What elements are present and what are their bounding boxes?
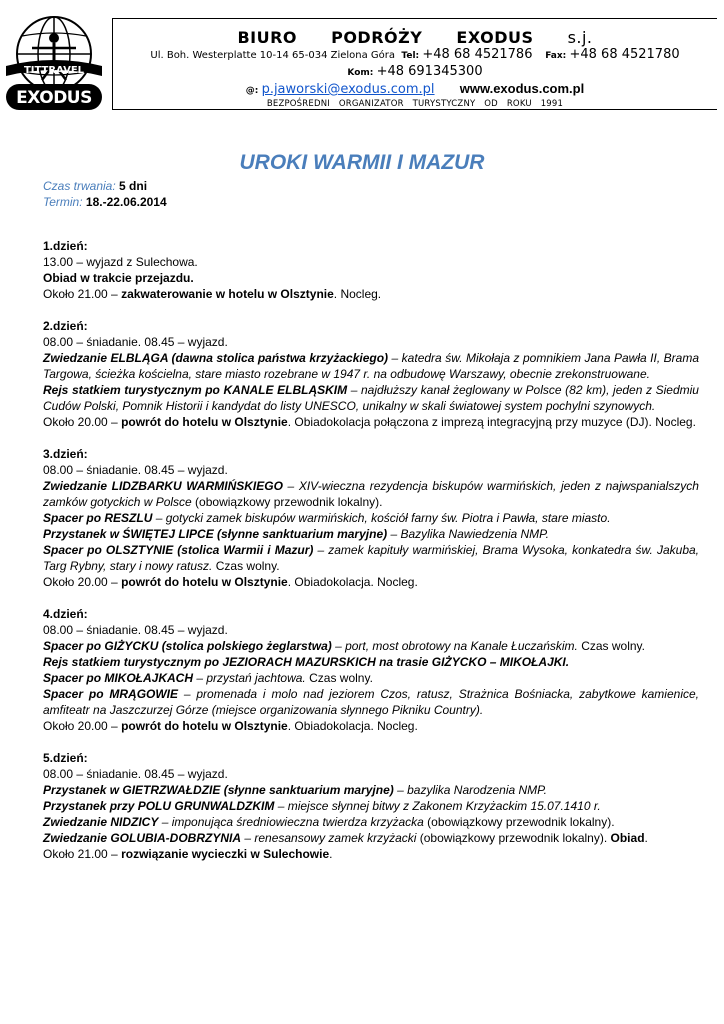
itinerary-line: Około 20.00 – powrót do hotelu w Olsztynie. Obiadokolacja połączona z imprezą integracyjną przy muzyce (DJ). Nocleg. [43, 415, 696, 429]
itinerary-line: Rejs statkiem turystycznym po KANALE ELBLĄSKIM – najdłuższy kanał żeglowany w Polsce (82 km), jeden z Siedmiu Cudów Polski, Pomnik Historii i kandydat do listy UNESCO, unikalny w skali światowej system pochylni szynowych. [43, 383, 699, 413]
website: www.exodus.com.pl [459, 81, 585, 96]
tagline: BEZPOŚREDNI ORGANIZATOR TURYSTYCZNY OD ROKU 1991 [266, 99, 564, 109]
exodus-logo [2, 14, 106, 118]
itinerary-line: Około 21.00 – zakwaterowanie w hotelu w Olsztynie. Nocleg. [43, 287, 382, 301]
day-5 [43, 750, 699, 862]
itinerary-line: Spacer po MRĄGOWIE – promenada i molo nad jeziorem Czos, ratusz, Strażnica Bośniacka, zabytkowe kamienice, amfiteatr na Jaszczurzej Górze (miejsce organizowania słynnego Pikniku Country). [43, 687, 699, 717]
duration-value: 5 dni [119, 179, 148, 193]
itinerary-line: Zwiedzanie ELBLĄGA (dawna stolica państwa krzyżackiego) – katedra św. Mikołaja z pomnikiem Jana Pawła II, Brama Targowa, ścieżka kościelna, stare miasto rozebrane w 1947 r. na odbudowę Warszawy, obecnie zrekonstruowane. [43, 351, 699, 381]
day-2 [43, 318, 699, 430]
itinerary-line: Zwiedzanie GOLUBIA-DOBRZYNIA – renesansowy zamek krzyżacki (obowiązkowy przewodnik lokalny). Obiad. [43, 831, 648, 845]
day-4 [43, 606, 699, 734]
email-label: @: [245, 86, 259, 96]
itinerary-line: 08.00 – śniadanie. 08.45 – wyjazd. [43, 335, 228, 349]
term-label: Termin: [43, 195, 83, 209]
itinerary-line: Spacer po OLSZTYNIE (stolica Warmii i Mazur) – zamek kapituły warmińskiej, Brama Wysoka, konkatedra św. Jakuba, Targ Rybny, stary i nowy ratusz. Czas wolny. [43, 543, 699, 573]
itinerary-line: Zwiedzanie NIDZICY – imponująca średniowieczna twierdza krzyżacka (obowiązkowy przewodnik lokalny). [43, 815, 615, 829]
itinerary-line: Obiad w trakcie przejazdu. [43, 271, 194, 285]
email-link[interactable]: p.jaworski@exodus.com.pl [261, 82, 435, 97]
itinerary-line: Około 20.00 – powrót do hotelu w Olsztynie. Obiadokolacja. Nocleg. [43, 575, 418, 589]
trip-meta [43, 178, 167, 210]
itinerary-line: Przystanek w GIETRZWAŁDZIE (słynne sanktuarium maryjne) – bazylika Narodzenia NMP. [43, 783, 547, 797]
day-heading: 5.dzień: [43, 751, 88, 765]
mobile-line [113, 64, 717, 81]
day-3 [43, 446, 699, 590]
fax-label: Fax: [545, 51, 567, 61]
duration-label: Czas trwania: [43, 179, 116, 193]
itinerary-line: Spacer po MIKOŁAJKACH – przystań jachtowa. Czas wolny. [43, 671, 373, 685]
term-value: 18.-22.06.2014 [85, 195, 167, 209]
trip-title: UROKI WARMII I MAZUR [239, 151, 485, 174]
company-suffix: s.j. [567, 28, 593, 47]
itinerary-line: Spacer po GIŻYCKU (stolica polskiego żeglarstwa) – port, most obrotowy na Kanale Łuczańskim. Czas wolny. [43, 639, 645, 653]
kom-number: +48 691345300 [376, 64, 483, 79]
itinerary-line: Spacer po RESZLU – gotycki zamek biskupów warmińskich, kościół farny św. Piotra i Pawła, stare miasto. [43, 511, 611, 525]
fax-number: +48 68 4521780 [569, 47, 680, 62]
logo-text-top: TITTRAVEL [23, 65, 85, 76]
day-heading: 1.dzień: [43, 239, 88, 253]
tel-label: Tel: [401, 51, 420, 61]
day-heading: 2.dzień: [43, 319, 88, 333]
itinerary-line: 13.00 – wyjazd z Sulechowa. [43, 255, 198, 269]
itinerary-line: Przystanek w ŚWIĘTEJ LIPCE (słynne sanktuarium maryjne) – Bazylika Nawiedzenia NMP. [43, 527, 549, 541]
company-name [113, 28, 717, 47]
itinerary-line: Około 20.00 – powrót do hotelu w Olsztynie. Obiadokolacja. Nocleg. [43, 719, 418, 733]
itinerary [43, 238, 699, 878]
company-header [112, 18, 717, 110]
itinerary-line: Przystanek przy POLU GRUNWALDZKIM – miejsce słynnej bitwy z Zakonem Krzyżackim 15.07.1410 r. [43, 799, 601, 813]
itinerary-line: Rejs statkiem turystycznym po JEZIORACH MAZURSKICH na trasie GIŻYCKO – MIKOŁAJKI. [43, 655, 570, 669]
day-heading: 4.dzień: [43, 607, 88, 621]
tel-number: +48 68 4521786 [422, 47, 533, 62]
address: Ul. Boh. Westerplatte 10-14 65-034 Zielona Góra [150, 50, 396, 61]
contact-line [113, 47, 717, 64]
itinerary-line: Około 21.00 – rozwiązanie wycieczki w Sulechowie. [43, 847, 333, 861]
company-name-text: BIURO PODRÓŻY EXODUS [237, 28, 534, 47]
itinerary-line: Zwiedzanie LIDZBARKU WARMIŃSKIEGO – XIV-wieczna rezydencja biskupów warmińskich, jeden z najwspanialszych zamków gotyckich w Polsce (obowiązkowy przewodnik lokalny). [43, 479, 699, 509]
day-1 [43, 238, 699, 302]
day-heading: 3.dzień: [43, 447, 88, 461]
itinerary-line: 08.00 – śniadanie. 08.45 – wyjazd. [43, 767, 228, 781]
itinerary-line: 08.00 – śniadanie. 08.45 – wyjazd. [43, 463, 228, 477]
itinerary-line: 08.00 – śniadanie. 08.45 – wyjazd. [43, 623, 228, 637]
web-line [113, 81, 717, 99]
logo-text-bottom: EXODUS [16, 88, 92, 108]
kom-label: Kom: [347, 68, 374, 78]
